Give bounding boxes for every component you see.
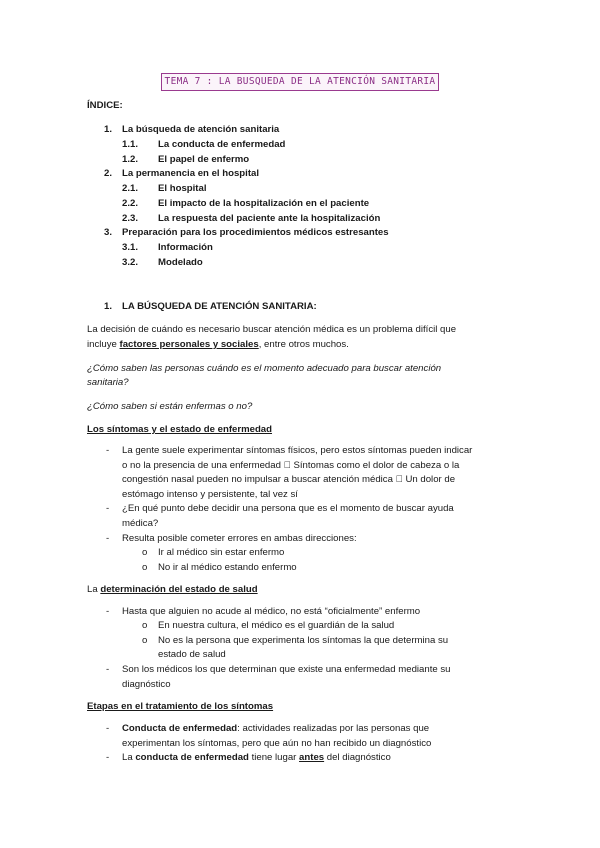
circle-bullet: o bbox=[142, 620, 148, 631]
index-sub-item: Modelado bbox=[158, 257, 203, 268]
sub-bullet-text: Ir al médico sin estar enfermo bbox=[158, 547, 285, 558]
bullet-text: estómago intenso y persistente, tal vez sí bbox=[122, 489, 298, 500]
index-item-3-num: 3. bbox=[104, 227, 113, 238]
question-2: ¿Cómo saben si están enfermas o no? bbox=[87, 401, 253, 412]
question-1-line-2: sanitaria? bbox=[87, 377, 129, 388]
intro-text: incluye bbox=[87, 339, 120, 350]
intro-line-2 bbox=[87, 337, 349, 352]
index-sub-item: El impacto de la hospitalización en el paciente bbox=[158, 198, 370, 209]
bullet-text-rest: : actividades realizadas por las personas que bbox=[237, 723, 430, 734]
text-run: tiene lugar bbox=[248, 752, 300, 763]
index-sub-item: La respuesta del paciente ante la hospitalización bbox=[158, 213, 381, 224]
bullet-text: ¿En qué punto debe decidir una persona que es el momento de buscar ayuda bbox=[122, 503, 454, 514]
bullet-text: Hasta que alguien no acude al médico, no está “oficialmente” enfermo bbox=[122, 606, 421, 617]
bullet-text: Resulta posible cometer errores en ambas direcciones: bbox=[122, 533, 357, 544]
sub-bullet-text: estado de salud bbox=[158, 649, 226, 660]
intro-line-1: La decisión de cuándo es necesario buscar atención médica es un problema difícil que bbox=[87, 324, 457, 335]
sub-bullet-text: No es la persona que experimenta los síntomas la que determina su bbox=[158, 635, 449, 646]
bullet-text: La gente suele experimentar síntomas físicos, pero estos síntomas pueden indicar bbox=[122, 445, 473, 456]
index-heading: ÍNDICE: bbox=[87, 100, 123, 111]
bullet-text: médica? bbox=[122, 518, 159, 529]
question-1-line-1: ¿Cómo saben las personas cuándo es el momento adecuado para buscar atención bbox=[87, 363, 442, 374]
index-sub-item: El hospital bbox=[158, 183, 207, 194]
index-sub-num: 3.1. bbox=[122, 242, 139, 253]
index-sub-num: 2.2. bbox=[122, 198, 139, 209]
index-item-3: Preparación para los procedimientos médicos estresantes bbox=[122, 227, 389, 238]
dash-bullet: - bbox=[106, 752, 110, 763]
circle-bullet: o bbox=[142, 562, 148, 573]
dash-bullet: - bbox=[106, 606, 110, 617]
index-sub-item: La conducta de enfermedad bbox=[158, 139, 286, 150]
index-sub-num: 2.3. bbox=[122, 213, 139, 224]
bold-term: conducta de enfermedad bbox=[135, 752, 249, 763]
index-item-2: La permanencia en el hospital bbox=[122, 168, 260, 179]
dash-bullet: - bbox=[106, 503, 110, 514]
subheading-health-determination bbox=[87, 582, 258, 597]
intro-text: , entre otros muchos. bbox=[258, 339, 349, 350]
dash-bullet: - bbox=[106, 664, 110, 675]
index-sub-item: El papel de enfermo bbox=[158, 154, 250, 165]
intro-emphasis: factores personales y sociales bbox=[119, 339, 259, 350]
document-title: TEMA 7 : LA BUSQUEDA DE LA ATENCIÓN SANITARIA bbox=[161, 73, 440, 91]
bullet-text: diagnóstico bbox=[122, 679, 171, 690]
index-sub-num: 3.2. bbox=[122, 257, 139, 268]
text-run: La bbox=[122, 752, 136, 763]
sub-bullet-text: No ir al médico estando enfermo bbox=[158, 562, 297, 573]
bullet-text: Son los médicos los que determinan que existe una enfermedad mediante su bbox=[122, 664, 451, 675]
sub-bullet-text: En nuestra cultura, el médico es el guardián de la salud bbox=[158, 620, 395, 631]
underlined-term: antes bbox=[299, 752, 325, 763]
section-1-num: 1. bbox=[104, 301, 113, 312]
bullet-text: congestión nasal pueden no impulsar a buscar atención médica ⃝ Un dolor de bbox=[122, 474, 456, 485]
dash-bullet: - bbox=[106, 445, 110, 456]
index-item-2-num: 2. bbox=[104, 168, 113, 179]
subheading-emphasis: determinación del estado de salud bbox=[100, 584, 258, 595]
section-1-heading: LA BÚSQUEDA DE ATENCIÓN SANITARIA: bbox=[122, 301, 317, 312]
bullet-text bbox=[122, 750, 391, 765]
index-sub-num: 2.1. bbox=[122, 183, 139, 194]
index-sub-num: 1.1. bbox=[122, 139, 139, 150]
bullet-text: experimentan los síntomas, pero que aún no han recibido un diagnóstico bbox=[122, 738, 432, 749]
subheading-prefix: La bbox=[87, 584, 101, 595]
subheading-symptoms: Los síntomas y el estado de enfermedad bbox=[87, 424, 273, 435]
text-run: del diagnóstico bbox=[324, 752, 391, 763]
dash-bullet: - bbox=[106, 723, 110, 734]
circle-bullet: o bbox=[142, 547, 148, 558]
bullet-text: o no la presencia de una enfermedad ⃝ Síntomas como el dolor de cabeza o la bbox=[122, 460, 460, 471]
index-item-1-num: 1. bbox=[104, 124, 113, 135]
index-item-1: La búsqueda de atención sanitaria bbox=[122, 124, 280, 135]
index-sub-item: Información bbox=[158, 242, 213, 253]
subheading-stages: Etapas en el tratamiento de los síntomas bbox=[87, 701, 274, 712]
circle-bullet: o bbox=[142, 635, 148, 646]
dash-bullet: - bbox=[106, 533, 110, 544]
title-wrapper bbox=[0, 73, 600, 91]
bullet-text bbox=[122, 721, 429, 736]
index-sub-num: 1.2. bbox=[122, 154, 139, 165]
bold-term: Conducta de enfermedad bbox=[122, 723, 238, 734]
